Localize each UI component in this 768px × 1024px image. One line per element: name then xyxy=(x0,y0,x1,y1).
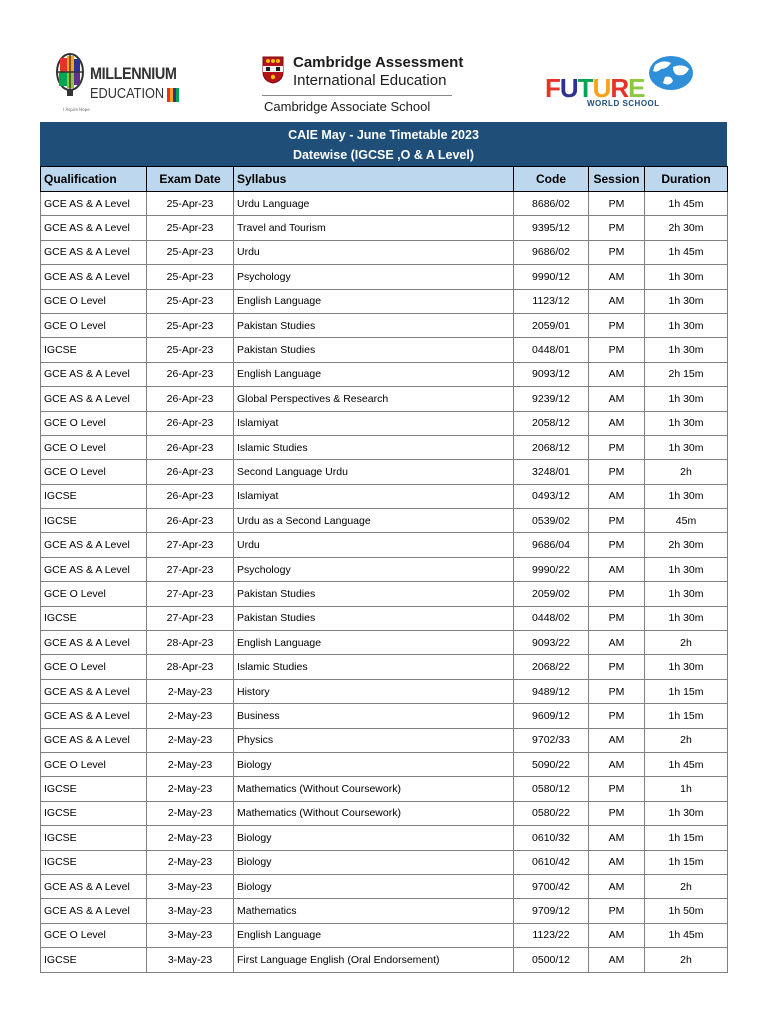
cell-exam-date: 27-Apr-23 xyxy=(147,557,234,581)
cell-code: 2059/02 xyxy=(514,582,589,606)
table-row xyxy=(41,265,728,289)
table-row xyxy=(41,533,728,557)
cell-syllabus: Second Language Urdu xyxy=(234,460,514,484)
cell-code: 9093/12 xyxy=(514,362,589,386)
cell-code: 0500/12 xyxy=(514,948,589,972)
cell-duration: 1h 30m xyxy=(645,313,728,337)
millennium-education-logo xyxy=(55,50,185,120)
cell-code: 9709/12 xyxy=(514,899,589,923)
cell-syllabus: Biology xyxy=(234,752,514,776)
table-row xyxy=(41,679,728,703)
column-header-qualification: Qualification xyxy=(41,167,147,192)
table-row xyxy=(41,582,728,606)
cell-duration: 1h 30m xyxy=(645,338,728,362)
cell-session: AM xyxy=(589,362,645,386)
table-row xyxy=(41,826,728,850)
cell-exam-date: 25-Apr-23 xyxy=(147,313,234,337)
cell-qualification: IGCSE xyxy=(41,338,147,362)
table-row xyxy=(41,435,728,459)
timetable-banner xyxy=(40,122,727,166)
cell-duration: 2h xyxy=(645,460,728,484)
cell-exam-date: 26-Apr-23 xyxy=(147,484,234,508)
cell-duration: 2h 30m xyxy=(645,533,728,557)
cell-session: AM xyxy=(589,752,645,776)
cell-session: PM xyxy=(589,460,645,484)
column-header-exam-date: Exam Date xyxy=(147,167,234,192)
cell-exam-date: 2-May-23 xyxy=(147,728,234,752)
cell-session: PM xyxy=(589,801,645,825)
cell-syllabus: Biology xyxy=(234,826,514,850)
cell-syllabus: History xyxy=(234,679,514,703)
page-title: CAIE May - June Timetable 2023 xyxy=(288,128,479,142)
cell-code: 9489/12 xyxy=(514,679,589,703)
table-row xyxy=(41,240,728,264)
cell-qualification: IGCSE xyxy=(41,826,147,850)
cell-code: 2058/12 xyxy=(514,411,589,435)
cell-syllabus: Travel and Tourism xyxy=(234,216,514,240)
globe-icon xyxy=(637,55,695,95)
cell-syllabus: First Language English (Oral Endorsement) xyxy=(234,948,514,972)
color-bars-icon xyxy=(167,88,179,102)
table-header-row xyxy=(41,167,728,192)
column-header-code: Code xyxy=(514,167,589,192)
cell-exam-date: 26-Apr-23 xyxy=(147,509,234,533)
cell-exam-date: 2-May-23 xyxy=(147,777,234,801)
cell-exam-date: 27-Apr-23 xyxy=(147,582,234,606)
cell-session: PM xyxy=(589,509,645,533)
page-subtitle: Datewise (IGCSE ,O & A Level) xyxy=(292,148,475,162)
cell-duration: 2h xyxy=(645,874,728,898)
cell-qualification: GCE O Level xyxy=(41,582,147,606)
cell-syllabus: Global Perspectives & Research xyxy=(234,387,514,411)
cell-syllabus: Mathematics xyxy=(234,899,514,923)
education-wordmark: EDUCATION xyxy=(90,85,165,102)
table-row xyxy=(41,192,728,216)
cell-duration: 1h 30m xyxy=(645,655,728,679)
cell-syllabus: English Language xyxy=(234,289,514,313)
cell-qualification: GCE AS & A Level xyxy=(41,265,147,289)
cell-session: PM xyxy=(589,192,645,216)
cell-duration: 1h 15m xyxy=(645,704,728,728)
table-row xyxy=(41,313,728,337)
cell-qualification: GCE AS & A Level xyxy=(41,216,147,240)
cell-code: 0493/12 xyxy=(514,484,589,508)
table-row xyxy=(41,850,728,874)
timetable-table xyxy=(40,166,728,973)
cell-session: AM xyxy=(589,826,645,850)
cell-session: PM xyxy=(589,435,645,459)
cell-session: AM xyxy=(589,265,645,289)
cell-code: 9702/33 xyxy=(514,728,589,752)
cell-exam-date: 25-Apr-23 xyxy=(147,289,234,313)
cell-code: 9990/22 xyxy=(514,557,589,581)
cell-exam-date: 3-May-23 xyxy=(147,899,234,923)
cell-code: 9395/12 xyxy=(514,216,589,240)
cell-exam-date: 26-Apr-23 xyxy=(147,411,234,435)
cell-duration: 45m xyxy=(645,509,728,533)
cell-code: 0580/12 xyxy=(514,777,589,801)
cell-code: 2068/12 xyxy=(514,435,589,459)
cell-exam-date: 2-May-23 xyxy=(147,826,234,850)
cell-duration: 1h 45m xyxy=(645,923,728,947)
cell-exam-date: 26-Apr-23 xyxy=(147,435,234,459)
cell-session: AM xyxy=(589,850,645,874)
cell-session: PM xyxy=(589,533,645,557)
cell-session: AM xyxy=(589,923,645,947)
cell-code: 2068/22 xyxy=(514,655,589,679)
cell-qualification: GCE O Level xyxy=(41,313,147,337)
table-row xyxy=(41,338,728,362)
table-row xyxy=(41,777,728,801)
cell-duration: 1h 15m xyxy=(645,850,728,874)
cell-exam-date: 27-Apr-23 xyxy=(147,606,234,630)
cell-exam-date: 25-Apr-23 xyxy=(147,240,234,264)
millennium-wordmark: MILLENNIUM xyxy=(90,64,177,83)
cell-session: AM xyxy=(589,631,645,655)
cell-duration: 2h xyxy=(645,948,728,972)
cell-code: 3248/01 xyxy=(514,460,589,484)
cell-code: 0448/01 xyxy=(514,338,589,362)
cell-session: AM xyxy=(589,484,645,508)
cell-exam-date: 28-Apr-23 xyxy=(147,631,234,655)
cell-qualification: GCE AS & A Level xyxy=(41,874,147,898)
cell-duration: 1h 45m xyxy=(645,752,728,776)
cell-duration: 1h 30m xyxy=(645,387,728,411)
cell-duration: 1h 30m xyxy=(645,289,728,313)
cell-qualification: GCE AS & A Level xyxy=(41,557,147,581)
cell-duration: 1h 30m xyxy=(645,411,728,435)
cambridge-logo xyxy=(262,54,464,118)
column-header-duration: Duration xyxy=(645,167,728,192)
cell-qualification: GCE AS & A Level xyxy=(41,240,147,264)
cell-code: 0610/32 xyxy=(514,826,589,850)
cell-exam-date: 3-May-23 xyxy=(147,923,234,947)
cell-session: PM xyxy=(589,679,645,703)
logo-header xyxy=(0,0,768,120)
table-row xyxy=(41,923,728,947)
cell-exam-date: 26-Apr-23 xyxy=(147,362,234,386)
cell-exam-date: 25-Apr-23 xyxy=(147,192,234,216)
cell-syllabus: Business xyxy=(234,704,514,728)
cell-session: AM xyxy=(589,948,645,972)
cell-qualification: GCE O Level xyxy=(41,752,147,776)
future-wordmark: FUTURE xyxy=(545,73,645,103)
cell-duration: 2h xyxy=(645,631,728,655)
cell-duration: 1h 30m xyxy=(645,582,728,606)
cell-exam-date: 3-May-23 xyxy=(147,948,234,972)
cell-session: AM xyxy=(589,557,645,581)
cell-session: PM xyxy=(589,216,645,240)
table-row xyxy=(41,484,728,508)
cell-session: AM xyxy=(589,411,645,435)
table-row xyxy=(41,655,728,679)
cell-exam-date: 2-May-23 xyxy=(147,801,234,825)
cell-code: 9239/12 xyxy=(514,387,589,411)
cell-code: 0448/02 xyxy=(514,606,589,630)
cell-session: PM xyxy=(589,655,645,679)
cell-exam-date: 3-May-23 xyxy=(147,874,234,898)
cell-duration: 2h xyxy=(645,728,728,752)
cell-session: AM xyxy=(589,874,645,898)
cell-syllabus: Urdu as a Second Language xyxy=(234,509,514,533)
cell-qualification: IGCSE xyxy=(41,850,147,874)
cell-exam-date: 25-Apr-23 xyxy=(147,338,234,362)
cell-qualification: GCE AS & A Level xyxy=(41,631,147,655)
cell-code: 1123/12 xyxy=(514,289,589,313)
cell-code: 9686/02 xyxy=(514,240,589,264)
table-row xyxy=(41,509,728,533)
cell-syllabus: Pakistan Studies xyxy=(234,582,514,606)
cell-qualification: IGCSE xyxy=(41,484,147,508)
cambridge-shield-icon xyxy=(262,56,284,84)
cell-session: AM xyxy=(589,728,645,752)
cell-duration: 1h 30m xyxy=(645,265,728,289)
cell-qualification: GCE O Level xyxy=(41,435,147,459)
cell-code: 2059/01 xyxy=(514,313,589,337)
cell-code: 9093/22 xyxy=(514,631,589,655)
cell-qualification: GCE AS & A Level xyxy=(41,387,147,411)
cell-code: 0580/22 xyxy=(514,801,589,825)
cell-syllabus: Islamic Studies xyxy=(234,435,514,459)
cell-qualification: GCE O Level xyxy=(41,289,147,313)
cell-syllabus: Physics xyxy=(234,728,514,752)
table-row xyxy=(41,606,728,630)
cell-exam-date: 2-May-23 xyxy=(147,752,234,776)
table-body xyxy=(41,192,728,973)
column-header-syllabus: Syllabus xyxy=(234,167,514,192)
table-row xyxy=(41,460,728,484)
cell-code: 5090/22 xyxy=(514,752,589,776)
table-row xyxy=(41,728,728,752)
cell-syllabus: Islamic Studies xyxy=(234,655,514,679)
cell-qualification: GCE AS & A Level xyxy=(41,192,147,216)
cell-syllabus: English Language xyxy=(234,362,514,386)
cell-session: PM xyxy=(589,338,645,362)
cell-duration: 1h 15m xyxy=(645,679,728,703)
cell-syllabus: Urdu xyxy=(234,533,514,557)
table-row xyxy=(41,948,728,972)
cell-session: PM xyxy=(589,899,645,923)
cell-syllabus: Islamiyat xyxy=(234,411,514,435)
cell-qualification: GCE AS & A Level xyxy=(41,679,147,703)
cell-code: 9990/12 xyxy=(514,265,589,289)
cell-code: 1123/22 xyxy=(514,923,589,947)
cell-syllabus: Islamiyat xyxy=(234,484,514,508)
cell-qualification: IGCSE xyxy=(41,948,147,972)
cell-duration: 1h 30m xyxy=(645,557,728,581)
cell-exam-date: 2-May-23 xyxy=(147,679,234,703)
cell-session: PM xyxy=(589,704,645,728)
cell-qualification: GCE O Level xyxy=(41,923,147,947)
divider xyxy=(262,95,452,96)
millennium-globe-icon xyxy=(55,52,85,104)
cell-syllabus: Biology xyxy=(234,874,514,898)
table-row xyxy=(41,899,728,923)
cell-code: 9609/12 xyxy=(514,704,589,728)
table-row xyxy=(41,557,728,581)
cell-exam-date: 26-Apr-23 xyxy=(147,387,234,411)
cell-syllabus: Biology xyxy=(234,850,514,874)
cell-syllabus: Pakistan Studies xyxy=(234,313,514,337)
cell-code: 9686/04 xyxy=(514,533,589,557)
cell-qualification: GCE AS & A Level xyxy=(41,728,147,752)
cambridge-assessment-text: Cambridge Assessment xyxy=(293,54,464,71)
cell-duration: 1h 30m xyxy=(645,801,728,825)
cell-exam-date: 25-Apr-23 xyxy=(147,216,234,240)
cell-syllabus: Psychology xyxy=(234,265,514,289)
cell-duration: 1h 45m xyxy=(645,240,728,264)
cell-duration: 2h 30m xyxy=(645,216,728,240)
cell-duration: 1h 50m xyxy=(645,899,728,923)
cell-qualification: IGCSE xyxy=(41,606,147,630)
cell-qualification: IGCSE xyxy=(41,801,147,825)
cell-duration: 1h 15m xyxy=(645,826,728,850)
cell-session: AM xyxy=(589,289,645,313)
cell-code: 0539/02 xyxy=(514,509,589,533)
column-header-session: Session xyxy=(589,167,645,192)
table-row xyxy=(41,704,728,728)
table-row xyxy=(41,216,728,240)
cell-duration: 2h 15m xyxy=(645,362,728,386)
cell-qualification: GCE AS & A Level xyxy=(41,704,147,728)
table-row xyxy=(41,752,728,776)
cell-qualification: GCE O Level xyxy=(41,411,147,435)
cell-duration: 1h 45m xyxy=(645,192,728,216)
cell-syllabus: Urdu xyxy=(234,240,514,264)
cell-syllabus: Mathematics (Without Coursework) xyxy=(234,777,514,801)
cell-exam-date: 27-Apr-23 xyxy=(147,533,234,557)
cell-syllabus: Pakistan Studies xyxy=(234,338,514,362)
cell-syllabus: Psychology xyxy=(234,557,514,581)
cell-syllabus: English Language xyxy=(234,631,514,655)
world-school-text: WORLD SCHOOL xyxy=(587,99,660,108)
cell-code: 9700/42 xyxy=(514,874,589,898)
cell-session: AM xyxy=(589,387,645,411)
cell-qualification: GCE AS & A Level xyxy=(41,533,147,557)
international-education-text: International Education xyxy=(293,72,447,89)
cell-exam-date: 25-Apr-23 xyxy=(147,265,234,289)
cell-exam-date: 2-May-23 xyxy=(147,704,234,728)
table-row xyxy=(41,387,728,411)
table-row xyxy=(41,411,728,435)
cell-qualification: GCE AS & A Level xyxy=(41,362,147,386)
associate-school-text: Cambridge Associate School xyxy=(264,99,431,114)
cell-duration: 1h xyxy=(645,777,728,801)
table-row xyxy=(41,289,728,313)
cell-duration: 1h 30m xyxy=(645,435,728,459)
cell-exam-date: 28-Apr-23 xyxy=(147,655,234,679)
cell-qualification: GCE O Level xyxy=(41,655,147,679)
cell-code: 0610/42 xyxy=(514,850,589,874)
cell-session: PM xyxy=(589,313,645,337)
timetable xyxy=(40,122,727,973)
cell-duration: 1h 30m xyxy=(645,606,728,630)
table-row xyxy=(41,631,728,655)
cell-syllabus: Urdu Language xyxy=(234,192,514,216)
millennium-tagline: I Aspire Hope xyxy=(63,107,90,112)
cell-qualification: GCE AS & A Level xyxy=(41,899,147,923)
cell-qualification: IGCSE xyxy=(41,509,147,533)
cell-session: PM xyxy=(589,606,645,630)
cell-syllabus: English Language xyxy=(234,923,514,947)
cell-qualification: IGCSE xyxy=(41,777,147,801)
cell-syllabus: Pakistan Studies xyxy=(234,606,514,630)
future-world-school-logo xyxy=(545,55,695,113)
cell-syllabus: Mathematics (Without Coursework) xyxy=(234,801,514,825)
cell-session: PM xyxy=(589,582,645,606)
cell-session: PM xyxy=(589,240,645,264)
table-row xyxy=(41,362,728,386)
cell-session: PM xyxy=(589,777,645,801)
cell-code: 8686/02 xyxy=(514,192,589,216)
cell-exam-date: 2-May-23 xyxy=(147,850,234,874)
cell-duration: 1h 30m xyxy=(645,484,728,508)
table-row xyxy=(41,874,728,898)
cell-exam-date: 26-Apr-23 xyxy=(147,460,234,484)
table-row xyxy=(41,801,728,825)
cell-qualification: GCE O Level xyxy=(41,460,147,484)
